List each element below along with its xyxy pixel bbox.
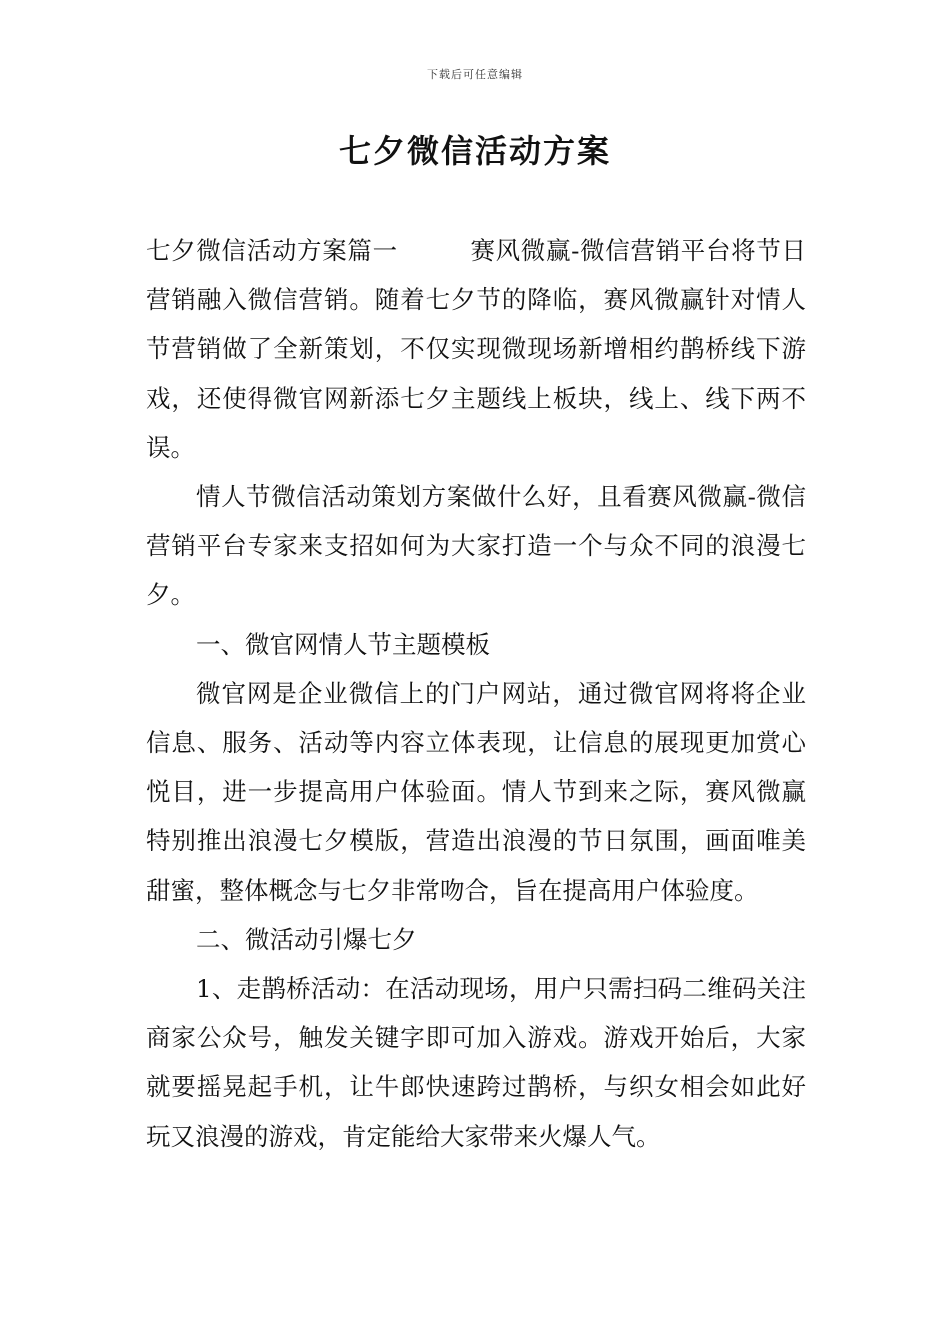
paragraph-intro-lead: 七夕微信活动方案篇一 [146,236,398,265]
document-title: 七夕微信活动方案 [338,132,611,170]
section-heading-2: 二、微活动引爆七夕 [196,924,417,954]
paragraph-intro [146,226,806,472]
paragraph-magpie-bridge-activity: 1、走鹊桥活动：在活动现场，用户只需扫码二维码关注商家公众号，触发关键字即可加入游戏。游戏开始后，大家就要摇晃起手机，让牛郎快速跨过鹊桥，与织女相会如此好玩又浪漫的游戏，肯定能给大家带来火爆人气。 [146,974,806,1151]
header-note: 下载后可任意编辑 [427,68,523,81]
paragraph-strategy: 情人节微信活动策划方案做什么好，且看赛风微赢-微信营销平台专家来支招如何为大家打造一个与众不同的浪漫七夕。 [146,482,806,610]
document-body [146,226,806,1161]
section-heading-1: 一、微官网情人节主题模板 [196,629,490,659]
paragraph-micro-website: 微官网是企业微信上的门户网站，通过微官网将将企业信息、服务、活动等内容立体表现，让信息的展现更加赏心悦目，进一步提高用户体验面。情人节到来之际，赛风微赢特别推出浪漫七夕模版，营造出浪漫的节日氛围，画面唯美甜蜜，整体概念与七夕非常吻合，旨在提高用户体验度。 [146,678,806,905]
paragraph-intro-text: 赛风微赢-微信营销平台将节日营销融入微信营销。随着七夕节的降临，赛风微赢针对情人节营销做了全新策划，不仅实现微现场新增相约鹊桥线下游戏，还使得微官网新添七夕主题线上板块，线上、线下两不误。 [146,236,807,462]
